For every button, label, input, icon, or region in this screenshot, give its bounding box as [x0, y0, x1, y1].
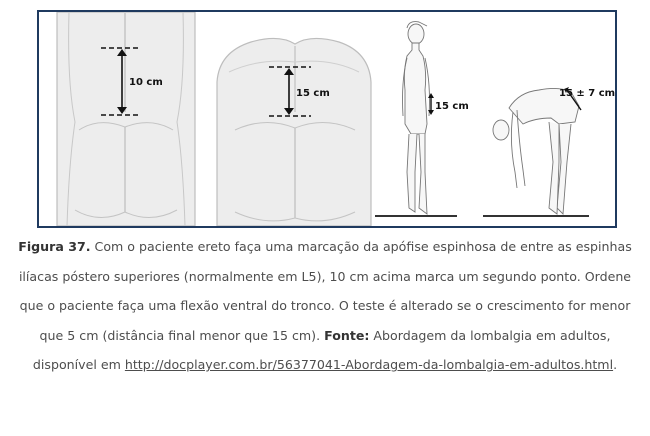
source-link[interactable]: http://docplayer.com.br/56377041-Abordagem-da-lombalgia-em-adultos.html — [124, 357, 614, 373]
measure-label-4: 15 ± 7 cm — [559, 88, 615, 99]
figure-frame — [37, 10, 617, 228]
source-label: Fonte: — [324, 327, 370, 343]
flexion-side-panel — [483, 87, 615, 216]
back-flexed-panel — [217, 38, 371, 226]
measure-label-1: 10 cm — [129, 77, 163, 88]
standing-side-panel — [375, 22, 469, 216]
schober-test-illustration — [39, 12, 615, 226]
caption-end: . — [613, 357, 618, 373]
caption-label: Figura 37. — [18, 239, 91, 254]
figure-caption — [8, 232, 642, 380]
back-upright-panel — [57, 12, 195, 226]
caption-text: Com o paciente ereto faça uma marcação da apófise espinhosa de entre as espinhas ilíacas póstero superiores (normalmente em L5), 10 cm acima marca um segundo ponto. Ordene que o paciente faça uma flexão ventral do tronco. O teste é alterado se o crescimento for menor que 5 cm (distância final menor que 15 cm). — [18, 239, 632, 343]
source-text: Abordagem da lombalgia em adultos, disponível em — [32, 327, 611, 373]
measure-label-3: 15 cm — [435, 101, 469, 112]
measure-label-2: 15 cm — [296, 88, 330, 99]
